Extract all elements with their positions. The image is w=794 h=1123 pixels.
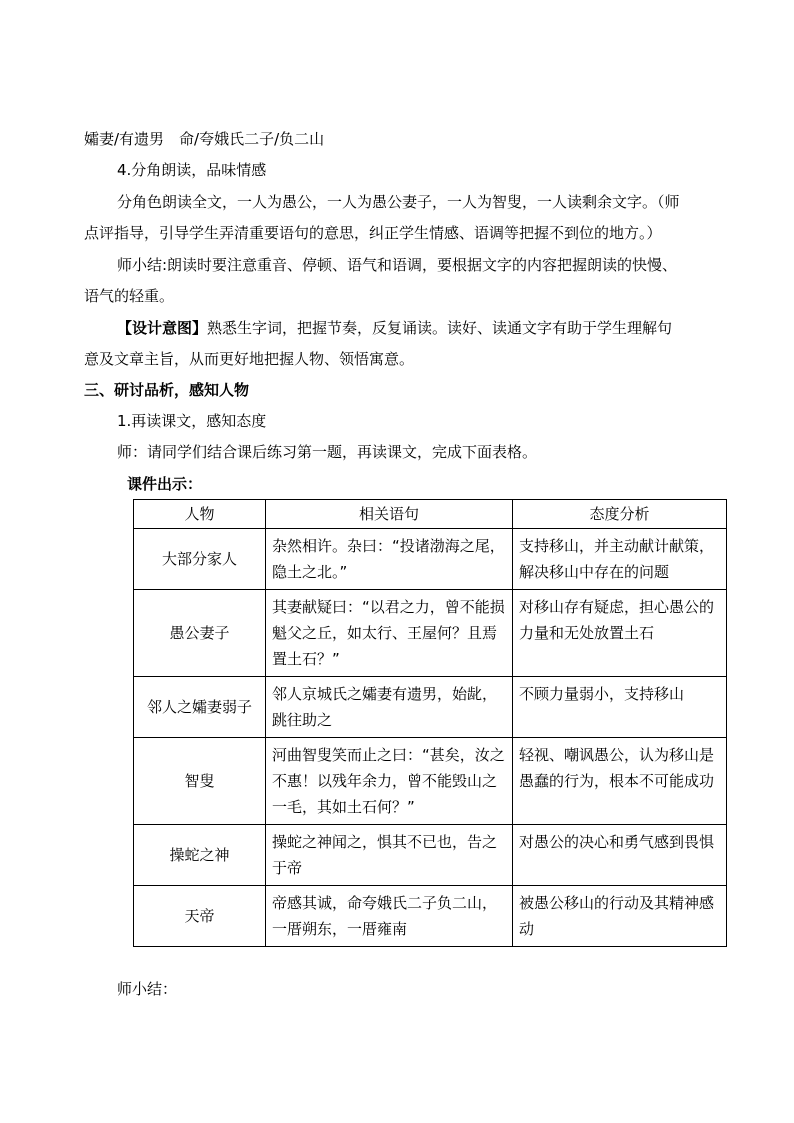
teacher-summary-label: 师小结： bbox=[117, 980, 178, 998]
design-intent-text: 熟悉生字词，把握节奏，反复诵读。读好、读通文字有助于学生理解句 bbox=[207, 319, 673, 337]
table-row bbox=[134, 590, 727, 677]
person-cell: 操蛇之神 bbox=[134, 825, 266, 886]
attitude-cell: 轻视、嘲讽愚公，认为移山是愚蠢的行为，根本不可能成功 bbox=[513, 738, 727, 825]
attitude-cell: 被愚公移山的行动及其精神感动 bbox=[513, 886, 727, 947]
teacher-instruction: 师：请同学们结合课后练习第一题，再读课文，完成下面表格。 bbox=[117, 443, 538, 461]
step-1-heading: 1.再读课文，感知态度 bbox=[117, 412, 267, 430]
person-cell: 愚公妻子 bbox=[134, 590, 266, 677]
person-cell: 大部分家人 bbox=[134, 529, 266, 590]
quote-cell: 其妻献疑曰：“以君之力，曾不能损魁父之丘，如太行、王屋何？且焉置土石？” bbox=[266, 590, 513, 677]
table-row bbox=[134, 886, 727, 947]
table-row bbox=[134, 529, 727, 590]
step-4-heading: 4.分角朗读，品味情感 bbox=[117, 161, 267, 179]
person-cell: 邻人之孀妻弱子 bbox=[134, 677, 266, 738]
section-3-heading: 三、研讨品析，感知人物 bbox=[84, 381, 250, 399]
attitude-cell: 对移山存有疑虑，担心愚公的力量和无处放置土石 bbox=[513, 590, 727, 677]
header-person: 人物 bbox=[134, 500, 266, 529]
quote-cell: 帝感其诚，命夸娥氏二子负二山，一厝朔东，一厝雍南 bbox=[266, 886, 513, 947]
person-cell: 智叟 bbox=[134, 738, 266, 825]
character-attitude-table bbox=[133, 499, 727, 947]
table-row bbox=[134, 738, 727, 825]
attitude-cell: 不顾力量弱小，支持移山 bbox=[513, 677, 727, 738]
table-row bbox=[134, 825, 727, 886]
quote-cell: 杂然相许。杂曰：“投诸渤海之尾，隐土之北。” bbox=[266, 529, 513, 590]
attitude-cell: 支持移山，并主动献计献策，解决移山中存在的问题 bbox=[513, 529, 727, 590]
table-row bbox=[134, 677, 727, 738]
design-intent-label: 【设计意图】 bbox=[117, 319, 208, 337]
design-intent-line-1 bbox=[117, 316, 672, 340]
role-reading-paragraph-line-2: 点评指导，引导学生弄清重要语句的意思，纠正学生情感、语调等把握不到位的地方。） bbox=[84, 224, 662, 242]
role-reading-paragraph-line-1: 分角色朗读全文，一人为愚公，一人为愚公妻子，一人为智叟，一人读剩余文字。（师 bbox=[117, 193, 680, 211]
header-attitude: 态度分析 bbox=[513, 500, 727, 529]
attitude-cell: 对愚公的决心和勇气感到畏惧 bbox=[513, 825, 727, 886]
courseware-label: 课件出示： bbox=[127, 475, 203, 493]
teacher-summary-line-1: 师小结:朗读时要注意重音、停顿、语气和语调，要根据文字的内容把握朗读的快慢、 bbox=[117, 256, 678, 274]
quote-cell: 操蛇之神闻之，惧其不已也，告之于帝 bbox=[266, 825, 513, 886]
quote-cell: 河曲智叟笑而止之曰：“甚矣，汝之不惠！以残年余力，曾不能毁山之一毛，其如土石何？” bbox=[266, 738, 513, 825]
person-cell: 天帝 bbox=[134, 886, 266, 947]
teacher-summary-line-2: 语气的轻重。 bbox=[84, 287, 175, 305]
design-intent-line-2: 意及文章主旨，从而更好地把握人物、领悟寓意。 bbox=[84, 350, 415, 368]
header-quote: 相关语句 bbox=[266, 500, 513, 529]
quote-cell: 邻人京城氏之孀妻有遗男，始龀，跳往助之 bbox=[266, 677, 513, 738]
reading-pause-line: 孀妻/有遗男 命/夸娥氏二子/负二山 bbox=[84, 130, 325, 148]
table-header-row bbox=[134, 500, 727, 529]
